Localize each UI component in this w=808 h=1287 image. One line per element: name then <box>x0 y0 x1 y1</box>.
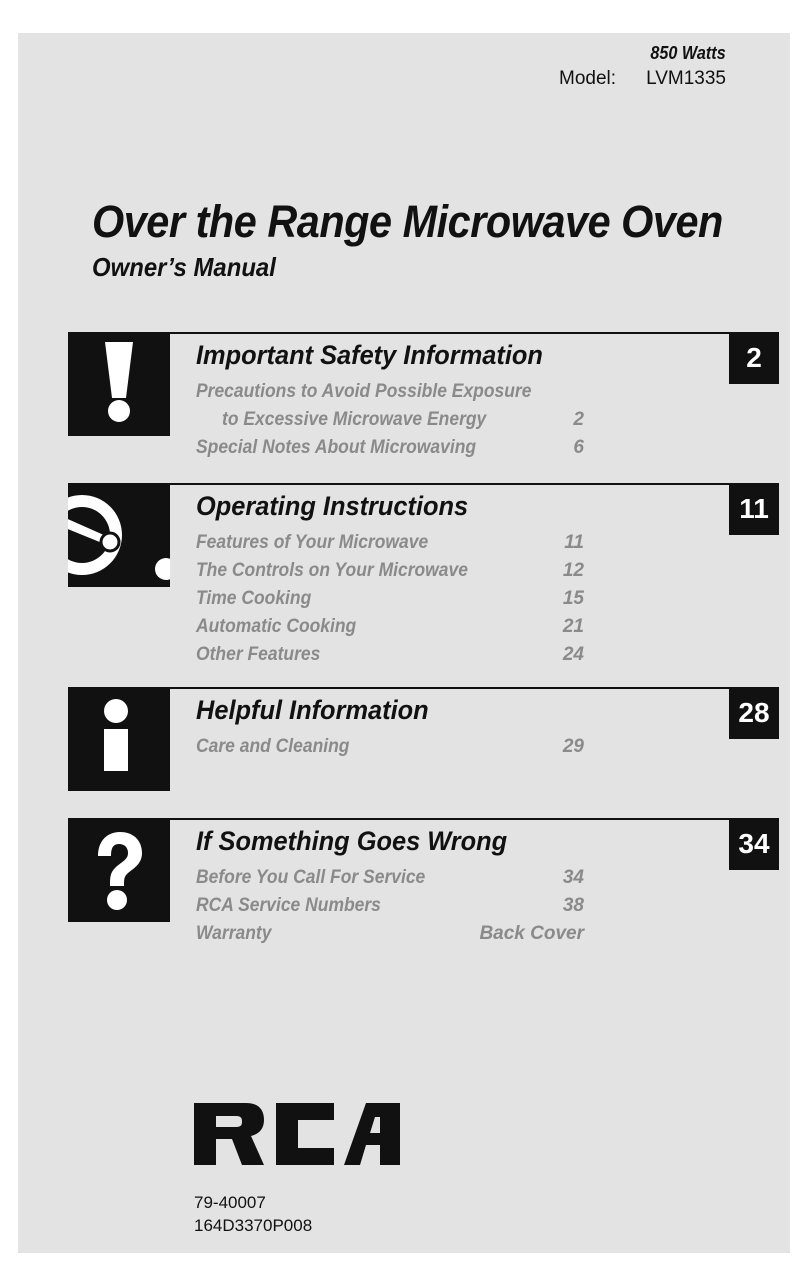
section-entries <box>196 733 584 761</box>
toc-entry-text: The Controls on Your Microwave <box>196 560 468 581</box>
toc-entry-text: Warranty <box>196 923 272 944</box>
section-title: If Something Goes Wrong <box>196 826 508 856</box>
section-page-tab: 11 <box>729 483 779 535</box>
dial-icon <box>68 483 170 587</box>
section-title: Operating Instructions <box>196 491 469 521</box>
toc-entry-text: Before You Call For Service <box>196 867 426 888</box>
toc-entry-page: 11 <box>564 532 584 553</box>
model-info <box>559 68 726 90</box>
rca-logo <box>194 1103 400 1170</box>
toc-entry-page: 29 <box>562 736 584 757</box>
toc-entry-page: 21 <box>562 616 584 637</box>
section-rule <box>170 332 730 334</box>
toc-entry[interactable] <box>196 613 584 641</box>
section-rule <box>170 687 730 689</box>
section-entries <box>196 529 584 669</box>
toc-entry[interactable] <box>196 733 584 761</box>
toc-entry-text: Care and Cleaning <box>196 736 350 757</box>
section-title: Important Safety Information <box>196 340 543 370</box>
section-page-tab: 28 <box>729 687 779 739</box>
section-entries <box>196 864 584 948</box>
toc-entry[interactable] <box>196 378 584 406</box>
toc-entry[interactable] <box>196 892 584 920</box>
toc-entry[interactable] <box>196 529 584 557</box>
section-entries <box>196 378 584 462</box>
toc-entry-page: Back Cover <box>479 923 584 944</box>
manual-subtitle: Owner’s Manual <box>92 252 276 282</box>
toc-entry[interactable] <box>196 557 584 585</box>
exclamation-icon <box>68 332 170 436</box>
toc-entry[interactable] <box>196 585 584 613</box>
toc-entry-text: Special Notes About Microwaving <box>196 437 477 458</box>
model-number: LVM1335 <box>646 68 726 89</box>
toc-entry-text: Features of Your Microwave <box>196 532 429 553</box>
part-numbers <box>194 1191 312 1237</box>
toc-entry-page: 12 <box>562 560 584 581</box>
toc-entry-text: Precautions to Avoid Possible Exposure <box>196 381 532 402</box>
toc-entry-page: 15 <box>562 588 584 609</box>
section-rule <box>170 818 730 820</box>
question-icon <box>68 818 170 922</box>
toc-entry[interactable] <box>196 864 584 892</box>
model-label: Model: <box>559 68 617 89</box>
toc-entry-text: Other Features <box>196 644 321 665</box>
toc-entry-text: to Excessive Microwave Energy <box>222 409 487 430</box>
info-icon <box>68 687 170 791</box>
section-rule <box>170 483 730 485</box>
toc-entry-page: 6 <box>573 437 584 458</box>
section-page-tab: 2 <box>729 332 779 384</box>
toc-entry-text: RCA Service Numbers <box>196 895 381 916</box>
toc-entry[interactable] <box>196 920 584 948</box>
toc-entry-page: 24 <box>562 644 584 665</box>
section-title: Helpful Information <box>196 695 429 725</box>
toc-entry-text: Automatic Cooking <box>196 616 357 637</box>
part-number-2: 164D3370P008 <box>194 1216 313 1235</box>
toc-entry[interactable] <box>196 406 584 434</box>
manual-title: Over the Range Microwave Oven <box>92 196 723 247</box>
toc-entry-page: 38 <box>562 895 584 916</box>
toc-entry[interactable] <box>196 434 584 462</box>
toc-entry-text: Time Cooking <box>196 588 312 609</box>
toc-entry-page: 2 <box>573 409 584 430</box>
part-number-1: 79-40007 <box>194 1193 266 1212</box>
wattage-label: 850 Watts <box>650 43 726 63</box>
toc-entry-page: 34 <box>562 867 584 888</box>
toc-entry[interactable] <box>196 641 584 669</box>
section-page-tab: 34 <box>729 818 779 870</box>
